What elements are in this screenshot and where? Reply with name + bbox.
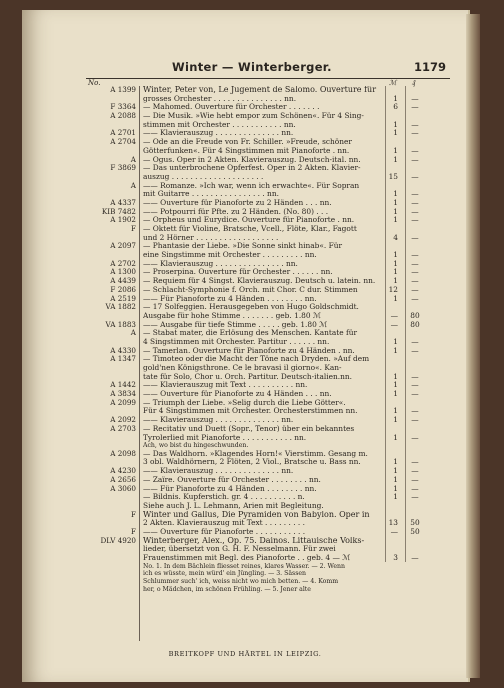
entry-number: A	[130, 328, 136, 338]
entry-text: — Schlacht-Symphonie f. Orch. mit Chor. C dur. Stimmen	[143, 285, 358, 294]
entry-number: F	[131, 509, 136, 519]
price-mark: 1	[393, 154, 398, 164]
entry-text: 4 Singstimmen mit Orchester. Partitur . . . . . . nn.	[143, 337, 330, 346]
price-mark: 1	[393, 474, 398, 484]
entry-text: grosses Orchester . . . . . . . . . . . . . . . nn.	[143, 94, 297, 103]
price-pfennig: —	[411, 145, 419, 155]
entry-text: Winter und Gallus, Die Pyramiden von Babylon. Oper in	[143, 510, 370, 519]
price-mark: 1	[393, 492, 398, 502]
price-pfennig: —	[411, 258, 419, 268]
entry-number: DLV 4920	[100, 535, 136, 545]
entry-text: ich es wüsste, mein würd' ein Jüngling. — 3. Sässen	[143, 570, 307, 578]
entry-number: F	[131, 224, 136, 233]
column-header-no: No.	[88, 79, 101, 87]
price-mark: 1	[393, 415, 398, 425]
entry-number: A 2097	[110, 241, 136, 251]
catalog-entry	[86, 563, 448, 571]
price-pfennig: —	[411, 457, 419, 467]
price-pfennig: —	[411, 128, 419, 138]
entry-text: —— Klavierauszug mit Text . . . . . . . . . . nn.	[143, 381, 308, 390]
entry-number: A 4439	[110, 276, 136, 286]
entry-text: — Phantasie der Liebe. »Die Sonne sinkt hinab«. Für	[143, 242, 342, 251]
price-pfennig: —	[411, 389, 419, 399]
price-mark: 1	[393, 215, 398, 225]
catalog-entry	[86, 347, 448, 356]
page-edges	[466, 14, 480, 678]
price-pfennig: —	[411, 93, 419, 103]
catalog-entry	[86, 586, 448, 594]
entry-text: — Ode an die Freude von Fr. Schiller. »Freude, schöner	[143, 138, 352, 147]
price-mark: 1	[393, 189, 398, 199]
entry-text: eine Singstimme mit Orchester . . . . . . . . . nn.	[143, 251, 317, 260]
entry-number: A 3834	[110, 389, 136, 399]
entry-number: A 2098	[110, 448, 136, 458]
entry-text: 2 Akten. Klavierauszug mit Text . . . . . . . . .	[143, 519, 305, 528]
price-pfennig: —	[411, 102, 419, 112]
price-pfennig: —	[411, 284, 419, 294]
price-mark: 1	[393, 371, 398, 381]
price-pfennig: —	[411, 483, 419, 493]
entry-text: — Bildnis. Kupferstich. gr. 4 . . . . . . . . . . n.	[143, 493, 305, 502]
entry-text: — Timoteo oder die Macht der Töne nach Dryden. »Auf dem	[143, 355, 370, 364]
entry-number: A 1347	[110, 354, 136, 364]
entry-text: tate für Solo, Chor u. Orch. Partitur. Deutsch-italien.nn.	[143, 372, 352, 381]
price-pfennig: —	[411, 119, 419, 129]
entry-number: A 1300	[110, 267, 136, 277]
price-pfennig: —	[411, 371, 419, 381]
price-pfennig: —	[411, 553, 419, 563]
price-mark: 1	[393, 432, 398, 442]
price-pfennig: —	[411, 250, 419, 260]
entry-number: F 3869	[110, 163, 136, 173]
entry-number: A 4330	[110, 345, 136, 355]
entry-text: —— Ouverture für Pianoforte zu 2 Händen . . . nn.	[143, 198, 332, 207]
price-mark: 1	[393, 93, 398, 103]
price-mark: 1	[393, 345, 398, 355]
entry-text: —— Klavierauszug . . . . . . . . . . . . . . . nn.	[143, 259, 298, 268]
catalog-entry	[86, 355, 448, 364]
entry-text: mit Guitarre . . . . . . . . . . . . . . . . nn.	[143, 190, 279, 199]
entry-text: —— Klavierauszug . . . . . . . . . . . . . . nn.	[143, 467, 294, 476]
entry-text: Siehe auch J. L. Lehmann, Arien mit Begleitung.	[143, 501, 324, 510]
page-title: Winter — Winterberger.	[172, 60, 332, 74]
price-pfennig: —	[411, 154, 419, 164]
entry-text: — Recitativ und Duett (Sopr., Tenor) über ein bekanntes	[143, 424, 355, 433]
entry-text: Schlummer such' ich, weiss nicht wo mich betten. — 4. Komm	[143, 577, 339, 585]
price-pfennig: —	[411, 492, 419, 502]
price-pfennig: —	[411, 345, 419, 355]
price-pfennig: 80	[410, 310, 420, 320]
price-mark: 1	[393, 336, 398, 346]
entry-number: A 1902	[110, 215, 136, 225]
price-pfennig: —	[411, 267, 419, 277]
entry-number: F 2086	[110, 284, 136, 294]
catalog-entry	[86, 578, 448, 586]
publisher-footer: BREITKOPF UND HÄRTEL IN LEIPZIG.	[168, 650, 322, 658]
price-pfennig: —	[411, 380, 419, 390]
catalog-entry	[86, 502, 448, 511]
entry-text: stimmen mit Orchester . . . . . . . . . . . nn.	[143, 120, 296, 129]
entry-text: Winterberger, Alex., Op. 75. Dainos. Littauische Volks-	[143, 536, 365, 545]
entry-text: Ach, wo bist du hingeschwunden.	[143, 442, 249, 450]
price-pfennig: —	[411, 171, 419, 181]
catalog-entry	[86, 295, 448, 304]
entry-text: — 17 Solfeggien. Herausgegeben von Hugo Goldschmidt.	[143, 303, 359, 312]
entry-number: A 2088	[110, 111, 136, 121]
entry-text: auszug . . . . . . . . . . . . . . . . . . . .	[143, 172, 264, 181]
entry-text: Frauenstimmen mit Begl. des Pianoforte . . geb. 4 — ℳ	[143, 554, 351, 563]
entry-text: —— Potpourri für Pfte. zu 2 Händen. (No. 80) . . .	[143, 207, 329, 216]
price-pfennig: —	[411, 336, 419, 346]
entry-number: F	[131, 526, 136, 536]
entry-number: A 3060	[110, 483, 136, 493]
entry-number: A 2702	[110, 258, 136, 268]
entry-text: —— Für Pianoforte zu 4 Händen . . . . . . . . nn.	[143, 294, 317, 303]
catalog-entry	[86, 103, 448, 112]
page-header	[22, 60, 468, 78]
entry-text: Winter, Peter von, Le Jugement de Salomo. Ouverture für	[143, 86, 377, 94]
catalog-entry	[86, 173, 448, 182]
price-pfennig: —	[411, 276, 419, 286]
price-pfennig: —	[411, 215, 419, 225]
column-header-pf: ₰	[412, 79, 416, 87]
entry-text: — Requiem für 4 Singst. Klavierauszug. Deutsch u. latein. nn.	[143, 277, 376, 286]
entry-text: gold'nen Königsthrone. Ce le bravasi il giorno«. Kan-	[143, 364, 342, 372]
entry-text: Für 4 Singstimmen mit Orchester. Orchesterstimmen nn.	[143, 407, 358, 416]
entry-text: Götterfunken«. Für 4 Singstimmen mit Pianoforte . nn.	[143, 146, 350, 155]
price-pfennig: —	[411, 406, 419, 416]
entry-text: —— Klavierauszug . . . . . . . . . . . . . . nn.	[143, 416, 294, 425]
entry-text: — Stabat mater, die Erlösung des Menschen. Kantate für	[143, 329, 358, 338]
catalog-entry	[86, 554, 448, 563]
catalog-entry	[86, 570, 448, 578]
price-mark: —	[390, 310, 398, 320]
entry-text: lieder, übersetzt von G. H. F. Nesselmann. Für zwei	[143, 545, 336, 554]
catalog-page	[22, 10, 468, 682]
price-mark: 1	[393, 293, 398, 303]
price-pfennig: —	[411, 232, 419, 242]
price-pfennig: —	[411, 466, 419, 476]
catalog-entry	[86, 390, 448, 399]
page-number: 1179	[413, 60, 446, 74]
entry-number: A 2519	[110, 293, 136, 303]
entry-text: her, o Mädchen, im schönen Frühling. — 5. Jener alte	[143, 585, 311, 593]
entry-text: —— Ausgabe für tiefe Stimme . . . . . geb. 1.80 ℳ	[143, 320, 328, 329]
price-pfennig: —	[411, 474, 419, 484]
entry-number: A 2704	[110, 137, 136, 147]
entry-text: — Triumph der Liebe. »Selig durch die Liebe Götter«.	[143, 398, 346, 407]
price-mark: 1	[393, 197, 398, 207]
price-mark: 13	[388, 518, 398, 528]
entry-text: — Oktett für Violine, Bratsche, Vcell., Flöte, Klar., Fagott	[143, 225, 357, 233]
price-mark: 3	[393, 553, 398, 563]
entry-number: A 2099	[110, 397, 136, 407]
price-mark: 1	[393, 145, 398, 155]
entry-number: A 1442	[110, 380, 136, 390]
entry-number: A 1399	[110, 85, 136, 94]
entry-text: — Tamerlan. Ouverture für Pianoforte zu 4 Händen . nn.	[143, 346, 355, 355]
entry-number: F 3364	[110, 102, 136, 112]
price-pfennig: 80	[410, 319, 420, 329]
entry-number: VA 1883	[105, 319, 136, 329]
catalog-entry	[86, 129, 448, 138]
price-mark: 1	[393, 406, 398, 416]
price-mark: 1	[393, 466, 398, 476]
entry-text: — Zaïre. Ouverture für Orchester . . . . . . . . nn.	[143, 475, 321, 484]
price-mark: —	[390, 526, 398, 536]
entry-text: —— Romanze. »Ich war, wenn ich erwachte«. Für Sopran	[143, 181, 360, 190]
catalog-entries	[86, 86, 448, 593]
entry-text: und 2 Hörner . . . . . . . . . . . . . . . . . .	[143, 233, 279, 242]
price-mark: 1	[393, 250, 398, 260]
catalog-entry	[86, 434, 448, 443]
price-mark: 4	[393, 232, 398, 242]
entry-text: — Das unterbrochene Opferfest. Oper in 2 Akten. Klavier-	[143, 164, 361, 173]
entry-text: —— Ouverture für Pianoforte zu 4 Händen . . . nn.	[143, 390, 332, 399]
catalog-entry	[86, 493, 448, 502]
price-pfennig: —	[411, 206, 419, 216]
price-pfennig: —	[411, 197, 419, 207]
price-mark: 1	[393, 457, 398, 467]
price-mark: 1	[393, 119, 398, 129]
catalog-entry	[86, 442, 448, 450]
price-pfennig: —	[411, 415, 419, 425]
entry-number: A 2701	[110, 128, 136, 138]
catalog-entry	[86, 537, 448, 546]
price-pfennig: —	[411, 189, 419, 199]
price-mark: 1	[393, 267, 398, 277]
catalog-entry	[86, 156, 448, 165]
entry-number: A 4230	[110, 466, 136, 476]
price-mark: 6	[393, 102, 398, 112]
price-pfennig: 50	[410, 518, 420, 528]
column-header-mark: ℳ	[389, 79, 397, 87]
price-mark: 1	[393, 276, 398, 286]
catalog-entry	[86, 416, 448, 425]
entry-text: — Das Waldhorn. »Klagendes Horn!« Vierstimm. Gesang m.	[143, 449, 368, 458]
entry-text: Tyrolerlied mit Pianoforte . . . . . . . . . . . nn.	[143, 433, 307, 442]
catalog-entry	[86, 528, 448, 537]
entry-text: Ausgabe für hohe Stimme . . . . . . . geb. 1.80 ℳ	[143, 311, 321, 320]
entry-text: — Die Musik. »Wie hebt empor zum Schönen«. Für 4 Sing-	[143, 112, 364, 121]
entry-text: —— Für Pianoforte zu 4 Händen . . . . . . . . nn.	[143, 484, 317, 493]
entry-number: VA 1882	[105, 302, 136, 312]
price-mark: 1	[393, 258, 398, 268]
catalog-entry	[86, 321, 448, 330]
entry-number: A 2703	[110, 423, 136, 433]
price-mark: 1	[393, 483, 398, 493]
entry-text: 3 obl. Waldhörnern, 2 Flöten, 2 Viol., Bratsche u. Bass nn.	[143, 458, 361, 467]
price-mark: 1	[393, 380, 398, 390]
price-pfennig: —	[411, 432, 419, 442]
catalog-entry	[86, 234, 448, 243]
entry-text: No. 1. In dem Bächlein fliesset reines, klares Wasser. — 2. Wenn	[143, 562, 345, 570]
entry-number: A 4337	[110, 197, 136, 207]
entry-text: —— Ouverture für Pianoforte . . . . . . . . . . .	[143, 527, 306, 536]
entry-text: — Ogus. Oper in 2 Akten. Klavierauszug. Deutsch-ital. nn.	[143, 155, 361, 164]
catalog-entry	[86, 216, 448, 225]
entry-number: KIB 7482	[101, 206, 136, 216]
entry-text: — Proserpina. Ouverture für Orchester . . . . . . nn.	[143, 268, 333, 277]
price-pfennig: —	[411, 293, 419, 303]
entry-text: —— Klavierauszug . . . . . . . . . . . . . . nn.	[143, 129, 294, 138]
entry-number: A 2092	[110, 415, 136, 425]
price-mark: 1	[393, 389, 398, 399]
entry-text: — Mahomed. Ouverture für Orchester . . . . . . .	[143, 103, 320, 112]
price-mark: 12	[388, 284, 398, 294]
entry-number: A	[130, 154, 136, 164]
price-mark: 1	[393, 206, 398, 216]
entry-text: — Orpheus und Eurydice. Ouverture für Pianoforte . nn.	[143, 216, 355, 225]
price-mark: 15	[388, 171, 398, 181]
price-mark: —	[390, 319, 398, 329]
price-pfennig: 50	[410, 526, 420, 536]
entry-number: A 2656	[110, 474, 136, 484]
price-mark: 1	[393, 128, 398, 138]
entry-number: A	[130, 180, 136, 190]
